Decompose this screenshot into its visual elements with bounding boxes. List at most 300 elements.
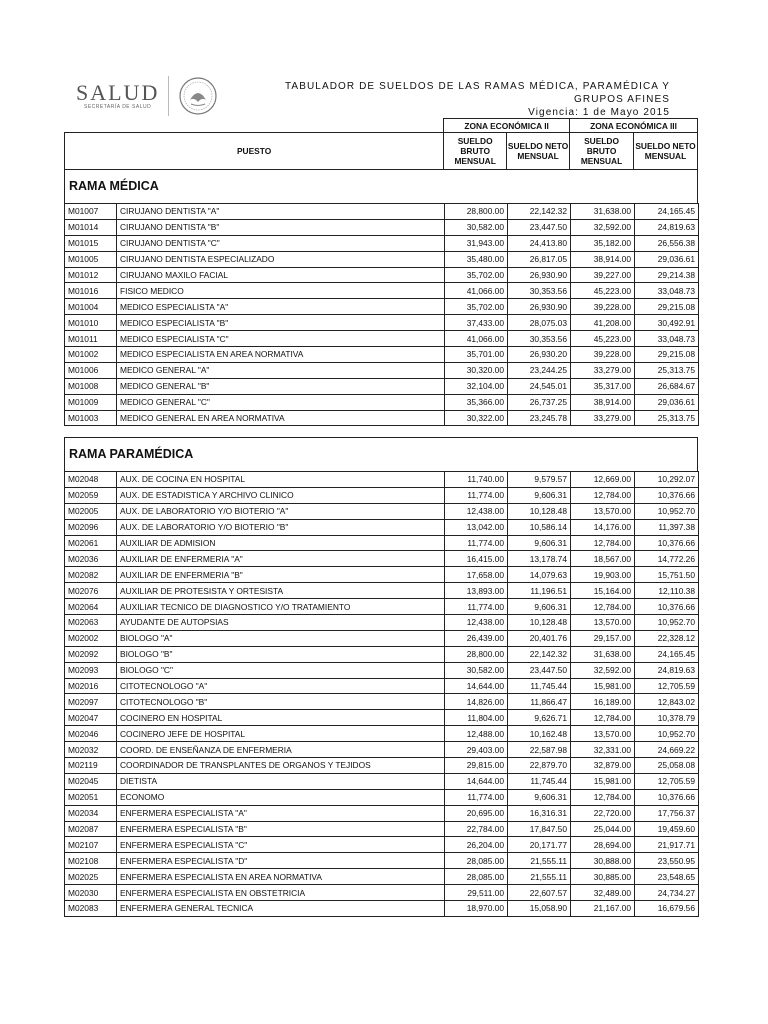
neto-iii-cell: 16,679.56	[635, 901, 699, 917]
bruto-ii-cell: 35,366.00	[445, 394, 508, 410]
rama-medica-table	[64, 203, 699, 426]
table-row	[65, 487, 699, 503]
table-row	[65, 410, 699, 426]
clave-cell: M02059	[65, 487, 117, 503]
puesto-cell: CIRUJANO MAXILO FACIAL	[117, 267, 445, 283]
clave-cell: M02002	[65, 630, 117, 646]
bruto-ii-cell: 11,804.00	[445, 710, 508, 726]
bruto-iii-cell: 29,157.00	[571, 630, 635, 646]
puesto-cell: ENFERMERA ESPECIALISTA "B"	[117, 821, 445, 837]
bruto-ii-cell: 13,042.00	[445, 519, 508, 535]
title-line-1: TABULADOR DE SUELDOS DE LAS RAMAS MÉDICA, PARAMÉDICA Y GRUPOS AFINES	[284, 81, 670, 105]
table-row	[65, 742, 699, 758]
neto-ii-cell: 20,171.77	[508, 837, 571, 853]
neto-iii-cell: 12,843.02	[635, 694, 699, 710]
bruto-ii-cell: 31,943.00	[445, 235, 508, 251]
neto-ii-cell: 22,879.70	[508, 758, 571, 774]
puesto-cell: MEDICO ESPECIALISTA "C"	[117, 331, 445, 347]
puesto-cell: FISICO MEDICO	[117, 283, 445, 299]
bruto-iii-cell: 41,208.00	[571, 315, 635, 331]
clave-cell: M02047	[65, 710, 117, 726]
table-row	[65, 519, 699, 535]
table-row	[65, 869, 699, 885]
clave-cell: M02045	[65, 773, 117, 789]
puesto-cell: ECONOMO	[117, 789, 445, 805]
table-row	[65, 551, 699, 567]
table-row	[65, 615, 699, 631]
table-row	[65, 837, 699, 853]
neto-ii-cell: 22,142.32	[508, 204, 571, 220]
bruto-ii-cell: 20,695.00	[445, 805, 508, 821]
bruto-ii-cell: 13,893.00	[445, 583, 508, 599]
table-row	[65, 662, 699, 678]
bruto-ii-cell: 26,204.00	[445, 837, 508, 853]
neto-iii-cell: 10,376.66	[635, 535, 699, 551]
neto-iii-cell: 25,058.08	[635, 758, 699, 774]
clave-cell: M02036	[65, 551, 117, 567]
title-line-2: Vigencia: 1 de Mayo 2015	[528, 107, 670, 118]
puesto-cell: COCINERO EN HOSPITAL	[117, 710, 445, 726]
neto-ii-cell: 22,587.98	[508, 742, 571, 758]
puesto-cell: ENFERMERA ESPECIALISTA "C"	[117, 837, 445, 853]
bruto-iii-cell: 18,567.00	[571, 551, 635, 567]
neto-iii-cell: 12,705.59	[635, 678, 699, 694]
clave-cell: M01003	[65, 410, 117, 426]
bruto-iii-cell: 35,317.00	[571, 378, 635, 394]
table-row	[65, 567, 699, 583]
bruto-iii-cell: 33,279.00	[571, 362, 635, 378]
bruto-iii-cell: 32,592.00	[571, 219, 635, 235]
neto-ii-cell: 10,128.48	[508, 503, 571, 519]
neto-ii-cell: 22,142.32	[508, 646, 571, 662]
bruto-ii-cell: 35,480.00	[445, 251, 508, 267]
clave-cell: M01006	[65, 362, 117, 378]
bruto-ii-cell: 41,066.00	[445, 331, 508, 347]
bruto-ii-cell: 35,701.00	[445, 347, 508, 363]
column-header	[64, 118, 698, 170]
bruto-ii-cell: 17,658.00	[445, 567, 508, 583]
neto-iii-cell: 15,751.50	[635, 567, 699, 583]
table-row	[65, 821, 699, 837]
puesto-cell: AUX. DE COCINA EN HOSPITAL	[117, 472, 445, 488]
neto-iii-cell: 10,376.66	[635, 789, 699, 805]
clave-cell: M02064	[65, 599, 117, 615]
puesto-cell: ENFERMERA ESPECIALISTA EN AREA NORMATIVA	[117, 869, 445, 885]
rama-medica-section	[64, 169, 698, 426]
table-row	[65, 315, 699, 331]
neto-ii-cell: 26,737.25	[508, 394, 571, 410]
neto-ii-cell: 11,866.47	[508, 694, 571, 710]
table-row	[65, 805, 699, 821]
puesto-cell: AUXILIAR TECNICO DE DIAGNOSTICO Y/O TRATAMIENTO	[117, 599, 445, 615]
table-row	[65, 773, 699, 789]
neto-iii-cell: 23,548.65	[635, 869, 699, 885]
puesto-cell: MEDICO GENERAL EN AREA NORMATIVA	[117, 410, 445, 426]
document-title	[235, 80, 670, 119]
clave-cell: M01007	[65, 204, 117, 220]
neto-header-ii: SUELDO NETO MENSUAL	[507, 133, 570, 170]
table-row	[65, 251, 699, 267]
table-row	[65, 235, 699, 251]
table-row	[65, 204, 699, 220]
bruto-ii-cell: 28,800.00	[445, 204, 508, 220]
bruto-iii-cell: 19,903.00	[571, 567, 635, 583]
puesto-cell: ENFERMERA GENERAL TECNICA	[117, 901, 445, 917]
bruto-ii-cell: 29,511.00	[445, 885, 508, 901]
puesto-cell: MEDICO GENERAL "C"	[117, 394, 445, 410]
puesto-cell: AUXILIAR DE PROTESISTA Y ORTESISTA	[117, 583, 445, 599]
neto-ii-cell: 26,930.20	[508, 347, 571, 363]
bruto-ii-cell: 37,433.00	[445, 315, 508, 331]
neto-ii-cell: 30,353.56	[508, 331, 571, 347]
table-row	[65, 583, 699, 599]
table-row	[65, 378, 699, 394]
neto-ii-cell: 26,817.05	[508, 251, 571, 267]
puesto-cell: CIRUJANO DENTISTA ESPECIALIZADO	[117, 251, 445, 267]
neto-iii-cell: 26,556.38	[635, 235, 699, 251]
neto-iii-cell: 19,459.60	[635, 821, 699, 837]
neto-iii-cell: 29,036.61	[635, 251, 699, 267]
clave-cell: M01002	[65, 347, 117, 363]
bruto-ii-cell: 11,774.00	[445, 535, 508, 551]
neto-ii-cell: 26,930.90	[508, 267, 571, 283]
bruto-iii-cell: 32,592.00	[571, 662, 635, 678]
clave-cell: M02119	[65, 758, 117, 774]
zona-ii-header: ZONA ECONÓMICA II	[444, 119, 570, 133]
puesto-cell: AYUDANTE DE AUTOPSIAS	[117, 615, 445, 631]
neto-ii-cell: 21,555.11	[508, 853, 571, 869]
table-row	[65, 267, 699, 283]
neto-iii-cell: 10,952.70	[635, 615, 699, 631]
puesto-cell: COORDINADOR DE TRANSPLANTES DE ORGANOS Y TEJIDOS	[117, 758, 445, 774]
neto-ii-cell: 10,128.48	[508, 615, 571, 631]
table-row	[65, 885, 699, 901]
puesto-cell: DIETISTA	[117, 773, 445, 789]
neto-ii-cell: 16,316.31	[508, 805, 571, 821]
puesto-cell: AUX. DE LABORATORIO Y/O BIOTERIO "B"	[117, 519, 445, 535]
bruto-ii-cell: 30,320.00	[445, 362, 508, 378]
neto-iii-cell: 24,819.63	[635, 219, 699, 235]
clave-cell: M02082	[65, 567, 117, 583]
neto-iii-cell: 25,313.75	[635, 410, 699, 426]
puesto-header: PUESTO	[65, 133, 444, 170]
neto-iii-cell: 10,292.07	[635, 472, 699, 488]
clave-cell: M02048	[65, 472, 117, 488]
neto-ii-cell: 9,579.57	[508, 472, 571, 488]
clave-cell: M02034	[65, 805, 117, 821]
bruto-iii-cell: 45,223.00	[571, 283, 635, 299]
bruto-header-ii: SUELDO BRUTO MENSUAL	[444, 133, 507, 170]
rama-paramedica-table	[64, 471, 699, 917]
neto-header-iii: SUELDO NETO MENSUAL	[634, 133, 698, 170]
bruto-ii-cell: 11,774.00	[445, 599, 508, 615]
bruto-ii-cell: 30,582.00	[445, 662, 508, 678]
clave-cell: M02016	[65, 678, 117, 694]
puesto-cell: BIOLOGO "B"	[117, 646, 445, 662]
bruto-iii-cell: 14,176.00	[571, 519, 635, 535]
neto-iii-cell: 29,214.38	[635, 267, 699, 283]
clave-cell: M01012	[65, 267, 117, 283]
table-row	[65, 283, 699, 299]
puesto-cell: BIOLOGO "A"	[117, 630, 445, 646]
neto-ii-cell: 20,401.76	[508, 630, 571, 646]
bruto-iii-cell: 16,189.00	[571, 694, 635, 710]
table-row	[65, 646, 699, 662]
salud-logo	[68, 74, 228, 118]
clave-cell: M02025	[65, 869, 117, 885]
neto-ii-cell: 9,606.31	[508, 535, 571, 551]
clave-cell: M01008	[65, 378, 117, 394]
table-row	[65, 331, 699, 347]
bruto-iii-cell: 13,570.00	[571, 503, 635, 519]
puesto-cell: AUX. DE LABORATORIO Y/O BIOTERIO "A"	[117, 503, 445, 519]
table-row	[65, 710, 699, 726]
bruto-iii-cell: 39,228.00	[571, 347, 635, 363]
puesto-cell: MEDICO GENERAL "A"	[117, 362, 445, 378]
clave-cell: M02093	[65, 662, 117, 678]
neto-iii-cell: 33,048.73	[635, 283, 699, 299]
table-row	[65, 347, 699, 363]
bruto-iii-cell: 35,182.00	[571, 235, 635, 251]
bruto-iii-cell: 13,570.00	[571, 615, 635, 631]
table-row	[65, 535, 699, 551]
bruto-ii-cell: 28,085.00	[445, 853, 508, 869]
bruto-iii-cell: 12,784.00	[571, 487, 635, 503]
neto-ii-cell: 9,626.71	[508, 710, 571, 726]
puesto-cell: AUXILIAR DE ENFERMERIA "B"	[117, 567, 445, 583]
bruto-iii-cell: 12,784.00	[571, 710, 635, 726]
neto-iii-cell: 11,397.38	[635, 519, 699, 535]
puesto-cell: CIRUJANO DENTISTA "B"	[117, 219, 445, 235]
neto-iii-cell: 10,952.70	[635, 503, 699, 519]
bruto-ii-cell: 11,740.00	[445, 472, 508, 488]
bruto-ii-cell: 12,488.00	[445, 726, 508, 742]
neto-ii-cell: 9,606.31	[508, 487, 571, 503]
bruto-iii-cell: 12,669.00	[571, 472, 635, 488]
clave-cell: M02030	[65, 885, 117, 901]
table-row	[65, 219, 699, 235]
puesto-cell: ENFERMERA ESPECIALISTA "A"	[117, 805, 445, 821]
neto-iii-cell: 24,165.45	[635, 204, 699, 220]
puesto-cell: MEDICO GENERAL "B"	[117, 378, 445, 394]
table-row	[65, 901, 699, 917]
bruto-ii-cell: 16,415.00	[445, 551, 508, 567]
bruto-ii-cell: 26,439.00	[445, 630, 508, 646]
puesto-cell: AUXILIAR DE ADMISION	[117, 535, 445, 551]
neto-iii-cell: 30,492.91	[635, 315, 699, 331]
neto-ii-cell: 11,745.44	[508, 678, 571, 694]
bruto-iii-cell: 38,914.00	[571, 394, 635, 410]
neto-ii-cell: 17,847.50	[508, 821, 571, 837]
neto-ii-cell: 13,178.74	[508, 551, 571, 567]
bruto-iii-cell: 12,784.00	[571, 535, 635, 551]
clave-cell: M01014	[65, 219, 117, 235]
neto-iii-cell: 29,215.08	[635, 347, 699, 363]
clave-cell: M02032	[65, 742, 117, 758]
table-row	[65, 789, 699, 805]
neto-iii-cell: 29,215.08	[635, 299, 699, 315]
rama-paramedica-section	[64, 437, 698, 917]
puesto-cell: ENFERMERA ESPECIALISTA EN OBSTETRICIA	[117, 885, 445, 901]
clave-cell: M01015	[65, 235, 117, 251]
table-row	[65, 394, 699, 410]
logo-text: SALUD	[76, 80, 160, 105]
neto-iii-cell: 14,772.26	[635, 551, 699, 567]
bruto-iii-cell: 13,570.00	[571, 726, 635, 742]
neto-ii-cell: 22,607.57	[508, 885, 571, 901]
neto-ii-cell: 11,745.44	[508, 773, 571, 789]
bruto-ii-cell: 35,702.00	[445, 299, 508, 315]
rama-medica-title: RAMA MÉDICA	[64, 169, 698, 203]
clave-cell: M02097	[65, 694, 117, 710]
bruto-iii-cell: 31,638.00	[571, 646, 635, 662]
neto-ii-cell: 15,058.90	[508, 901, 571, 917]
neto-iii-cell: 21,917.71	[635, 837, 699, 853]
bruto-iii-cell: 30,885.00	[571, 869, 635, 885]
clave-cell: M02061	[65, 535, 117, 551]
clave-cell: M02051	[65, 789, 117, 805]
neto-ii-cell: 24,413.80	[508, 235, 571, 251]
neto-ii-cell: 24,545.01	[508, 378, 571, 394]
puesto-cell: COCINERO JEFE DE HOSPITAL	[117, 726, 445, 742]
bruto-iii-cell: 12,784.00	[571, 599, 635, 615]
clave-cell: M01016	[65, 283, 117, 299]
rama-paramedica-title: RAMA PARAMÉDICA	[64, 437, 698, 471]
neto-iii-cell: 10,376.66	[635, 599, 699, 615]
clave-cell: M02108	[65, 853, 117, 869]
bruto-ii-cell: 22,784.00	[445, 821, 508, 837]
neto-iii-cell: 23,550.95	[635, 853, 699, 869]
bruto-iii-cell: 21,167.00	[571, 901, 635, 917]
neto-ii-cell: 10,162.48	[508, 726, 571, 742]
neto-ii-cell: 9,606.31	[508, 789, 571, 805]
table-row	[65, 630, 699, 646]
neto-iii-cell: 25,313.75	[635, 362, 699, 378]
table-row	[65, 299, 699, 315]
neto-ii-cell: 23,245.78	[508, 410, 571, 426]
bruto-ii-cell: 29,403.00	[445, 742, 508, 758]
bruto-iii-cell: 12,784.00	[571, 789, 635, 805]
neto-iii-cell: 24,819.63	[635, 662, 699, 678]
logo-divider	[168, 76, 169, 116]
bruto-ii-cell: 28,800.00	[445, 646, 508, 662]
bruto-iii-cell: 30,888.00	[571, 853, 635, 869]
puesto-cell: CIRUJANO DENTISTA "A"	[117, 204, 445, 220]
table-row	[65, 758, 699, 774]
clave-cell: M01009	[65, 394, 117, 410]
puesto-cell: MEDICO ESPECIALISTA EN AREA NORMATIVA	[117, 347, 445, 363]
neto-ii-cell: 26,930.90	[508, 299, 571, 315]
puesto-cell: AUX. DE ESTADISTICA Y ARCHIVO CLINICO	[117, 487, 445, 503]
bruto-ii-cell: 11,774.00	[445, 487, 508, 503]
neto-iii-cell: 10,952.70	[635, 726, 699, 742]
bruto-ii-cell: 12,438.00	[445, 615, 508, 631]
table-row	[65, 472, 699, 488]
neto-ii-cell: 28,075.03	[508, 315, 571, 331]
puesto-cell: ENFERMERA ESPECIALISTA "D"	[117, 853, 445, 869]
table-row	[65, 694, 699, 710]
neto-ii-cell: 11,196.51	[508, 583, 571, 599]
bruto-ii-cell: 14,826.00	[445, 694, 508, 710]
bruto-ii-cell: 30,322.00	[445, 410, 508, 426]
neto-iii-cell: 24,165.45	[635, 646, 699, 662]
bruto-ii-cell: 14,644.00	[445, 773, 508, 789]
neto-iii-cell: 12,110.38	[635, 583, 699, 599]
bruto-iii-cell: 33,279.00	[571, 410, 635, 426]
neto-iii-cell: 24,734.27	[635, 885, 699, 901]
clave-cell: M02005	[65, 503, 117, 519]
bruto-iii-cell: 32,879.00	[571, 758, 635, 774]
table-row	[65, 678, 699, 694]
puesto-cell: CITOTECNOLOGO "A"	[117, 678, 445, 694]
clave-cell: M02046	[65, 726, 117, 742]
bruto-iii-cell: 25,044.00	[571, 821, 635, 837]
bruto-ii-cell: 28,085.00	[445, 869, 508, 885]
puesto-cell: AUXILIAR DE ENFERMERIA "A"	[117, 551, 445, 567]
bruto-iii-cell: 28,694.00	[571, 837, 635, 853]
bruto-ii-cell: 11,774.00	[445, 789, 508, 805]
bruto-iii-cell: 32,489.00	[571, 885, 635, 901]
neto-iii-cell: 17,756.37	[635, 805, 699, 821]
puesto-cell: CITOTECNOLOGO "B"	[117, 694, 445, 710]
puesto-cell: BIOLOGO "C"	[117, 662, 445, 678]
neto-ii-cell: 23,447.50	[508, 219, 571, 235]
bruto-iii-cell: 31,638.00	[571, 204, 635, 220]
bruto-ii-cell: 41,066.00	[445, 283, 508, 299]
neto-iii-cell: 29,036.61	[635, 394, 699, 410]
neto-iii-cell: 12,705.59	[635, 773, 699, 789]
neto-iii-cell: 26,684.67	[635, 378, 699, 394]
puesto-cell: COORD. DE ENSEÑANZA DE ENFERMERIA	[117, 742, 445, 758]
logo-subtext: SECRETARÍA DE SALUD	[84, 104, 152, 110]
bruto-iii-cell: 39,228.00	[571, 299, 635, 315]
bruto-iii-cell: 38,914.00	[571, 251, 635, 267]
bruto-iii-cell: 15,164.00	[571, 583, 635, 599]
bruto-iii-cell: 32,331.00	[571, 742, 635, 758]
bruto-iii-cell: 45,223.00	[571, 331, 635, 347]
neto-ii-cell: 23,447.50	[508, 662, 571, 678]
clave-cell: M02096	[65, 519, 117, 535]
clave-cell: M02076	[65, 583, 117, 599]
neto-ii-cell: 21,555.11	[508, 869, 571, 885]
bruto-ii-cell: 32,104.00	[445, 378, 508, 394]
bruto-ii-cell: 29,815.00	[445, 758, 508, 774]
bruto-ii-cell: 12,438.00	[445, 503, 508, 519]
clave-cell: M01004	[65, 299, 117, 315]
bruto-iii-cell: 22,720.00	[571, 805, 635, 821]
neto-ii-cell: 14,079.63	[508, 567, 571, 583]
puesto-cell: MEDICO ESPECIALISTA "B"	[117, 315, 445, 331]
clave-cell: M02092	[65, 646, 117, 662]
clave-cell: M02063	[65, 615, 117, 631]
bruto-header-iii: SUELDO BRUTO MENSUAL	[570, 133, 634, 170]
clave-cell: M01010	[65, 315, 117, 331]
bruto-ii-cell: 18,970.00	[445, 901, 508, 917]
clave-cell: M02107	[65, 837, 117, 853]
bruto-ii-cell: 14,644.00	[445, 678, 508, 694]
table-row	[65, 853, 699, 869]
table-row	[65, 503, 699, 519]
puesto-cell: MEDICO ESPECIALISTA "A"	[117, 299, 445, 315]
neto-iii-cell: 10,378.79	[635, 710, 699, 726]
neto-iii-cell: 33,048.73	[635, 331, 699, 347]
table-row	[65, 599, 699, 615]
neto-ii-cell: 9,606.31	[508, 599, 571, 615]
clave-cell: M01005	[65, 251, 117, 267]
bruto-iii-cell: 15,981.00	[571, 773, 635, 789]
neto-iii-cell: 10,376.66	[635, 487, 699, 503]
mexico-seal-icon	[178, 76, 218, 116]
